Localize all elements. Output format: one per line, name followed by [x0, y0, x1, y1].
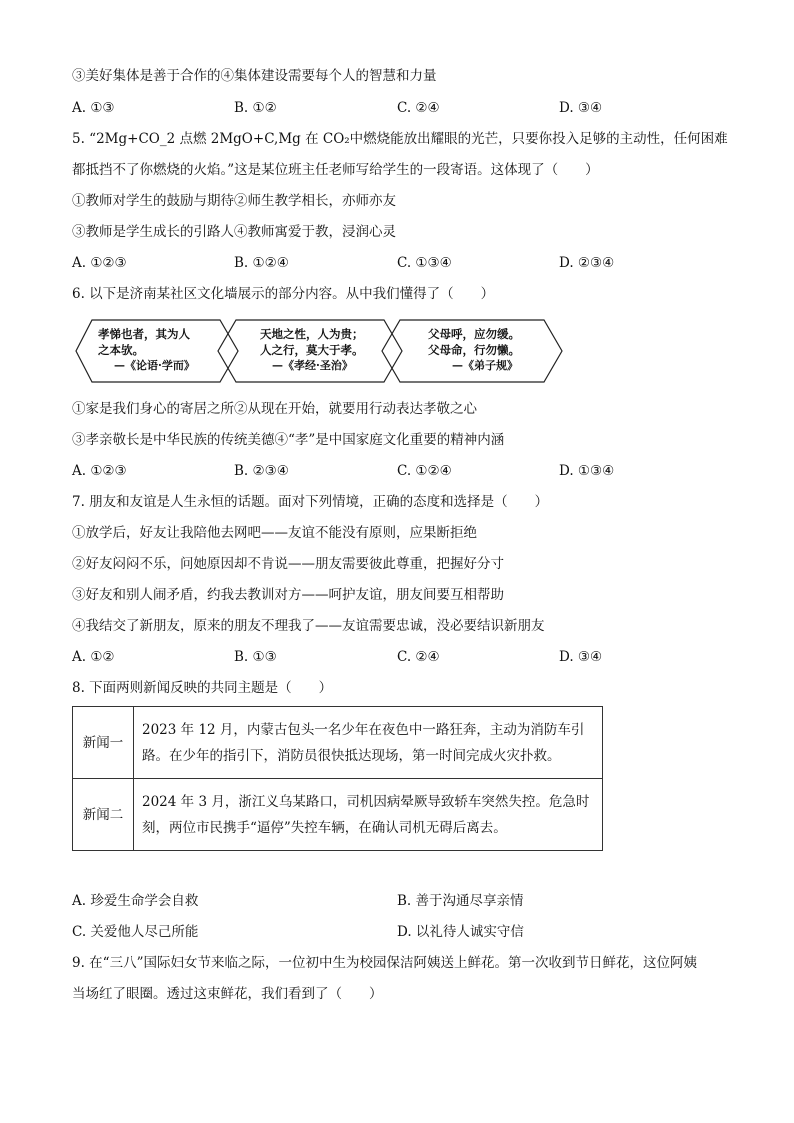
option-a[interactable]: A. ①②	[72, 649, 115, 665]
option-b[interactable]: B. ②③④	[234, 463, 289, 479]
q7-item-2: ②好友闷闷不乐，问她原因却不肯说——朋友需要彼此尊重，把握好分寸	[72, 556, 504, 572]
news-1-label: 新闻一	[73, 707, 134, 779]
option-d[interactable]: D. ③④	[559, 649, 603, 665]
q6-items-2: ③孝亲敬长是中华民族的传统美德④“孝”是中国家庭文化重要的精神内涵	[72, 432, 505, 448]
news-1-text: 2023 年 12 月，内蒙古包头一名少年在夜色中一路狂奔，主动为消防车引路。在少年的指引下，消防员很快抵达现场，第一时间完成火灾扑救。	[134, 707, 603, 779]
option-c[interactable]: C. ①②④	[397, 463, 452, 479]
option-a[interactable]: A. ①②③	[72, 463, 127, 479]
quote-2-line-1: 天地之性，人为贵；	[260, 327, 364, 341]
culture-wall-banner	[74, 318, 564, 384]
option-b[interactable]: B. 善于沟通尽享亲情	[397, 893, 524, 909]
option-c[interactable]: C. 关爱他人尽己所能	[72, 924, 199, 940]
q6-stem: 6. 以下是济南某社区文化墙展示的部分内容。从中我们懂得了（ ）	[72, 286, 495, 302]
option-c[interactable]: C. ①③④	[397, 255, 452, 271]
quote-3-source: —《弟子规》	[452, 359, 518, 372]
option-d[interactable]: D. ①③④	[559, 463, 615, 479]
q8-options-row-1	[72, 891, 722, 911]
quote-1-line-1: 孝悌也者，其为人	[98, 327, 190, 341]
option-a[interactable]: A. ①③	[72, 100, 115, 116]
q7-stem: 7. 朋友和友谊是人生永恒的话题。面对下列情境，正确的态度和选择是（ ）	[72, 494, 549, 510]
q7-item-4: ④我结交了新朋友，原来的朋友不理我了——友谊需要忠诚，没必要结识新朋友	[72, 618, 545, 634]
q6-options	[72, 461, 722, 481]
q5-items-2: ③教师是学生成长的引路人④教师寓爱于教，浸润心灵	[72, 224, 396, 240]
q5-items-1: ①教师对学生的鼓励与期待②师生教学相长，亦师亦友	[72, 193, 396, 209]
quote-3-line-2: 父母命，行勿懒。	[428, 343, 520, 357]
q7-item-3: ③好友和别人闹矛盾，约我去教训对方——呵护友谊，朋友间要互相帮助	[72, 587, 504, 603]
q7-options	[72, 647, 722, 667]
q4-item-line: ③美好集体是善于合作的④集体建设需要每个人的智慧和力量	[72, 68, 437, 84]
q9-stem-line-1: 9. 在“三八”国际妇女节来临之际，一位初中生为校园保洁阿姨送上鲜花。第一次收到节日鲜花，这位阿姨	[72, 955, 697, 971]
q4-options	[72, 98, 722, 118]
option-d[interactable]: D. ②③④	[559, 255, 615, 271]
option-d[interactable]: D. 以礼待人诚实守信	[397, 924, 524, 940]
table-row	[73, 707, 603, 779]
q7-item-1: ①放学后，好友让我陪他去网吧——友谊不能没有原则，应果断拒绝	[72, 525, 477, 541]
q6-items-1: ①家是我们身心的寄居之所②从现在开始，就要用行动表达孝敬之心	[72, 401, 477, 417]
option-c[interactable]: C. ②④	[397, 649, 440, 665]
table-row	[73, 779, 603, 851]
news-2-text: 2024 年 3 月，浙江义乌某路口，司机因病晕厥导致轿车突然失控。危急时刻，两位市民携手“逼停”失控车辆，在确认司机无碍后离去。	[134, 779, 603, 851]
q9-stem-line-2: 当场红了眼圈。透过这束鲜花，我们看到了（ ）	[72, 986, 383, 1002]
quote-2-source: —《孝经·圣治》	[272, 359, 353, 372]
quote-1-line-2: 之本欤。	[98, 343, 144, 357]
q8-options-row-2	[72, 922, 722, 942]
q5-stem-line-2: 都抵挡不了你燃烧的火焰。”这是某位班主任老师写给学生的一段寄语。这体现了（ ）	[72, 162, 599, 178]
news-2-label: 新闻二	[73, 779, 134, 851]
option-d[interactable]: D. ③④	[559, 100, 603, 116]
q5-options	[72, 253, 722, 273]
news-table	[72, 706, 603, 851]
option-a[interactable]: A. 珍爱生命学会自救	[72, 893, 199, 909]
option-c[interactable]: C. ②④	[397, 100, 440, 116]
quote-1-source: —《论语·学而》	[114, 359, 195, 372]
option-b[interactable]: B. ①③	[234, 649, 277, 665]
quote-3-line-1: 父母呼，应勿缓。	[428, 327, 520, 341]
q5-stem-line-1: 5. “2Mg+CO_2 点燃 2MgO+C,Mg 在 CO₂中燃烧能放出耀眼的光芒，只要你投入足够的主动性，任何困难	[72, 131, 728, 147]
option-b[interactable]: B. ①②	[234, 100, 277, 116]
q8-stem: 8. 下面两则新闻反映的共同主题是（ ）	[72, 680, 333, 696]
option-b[interactable]: B. ①②④	[234, 255, 289, 271]
quote-2-line-2: 人之行，莫大于孝。	[260, 343, 364, 357]
option-a[interactable]: A. ①②③	[72, 255, 127, 271]
